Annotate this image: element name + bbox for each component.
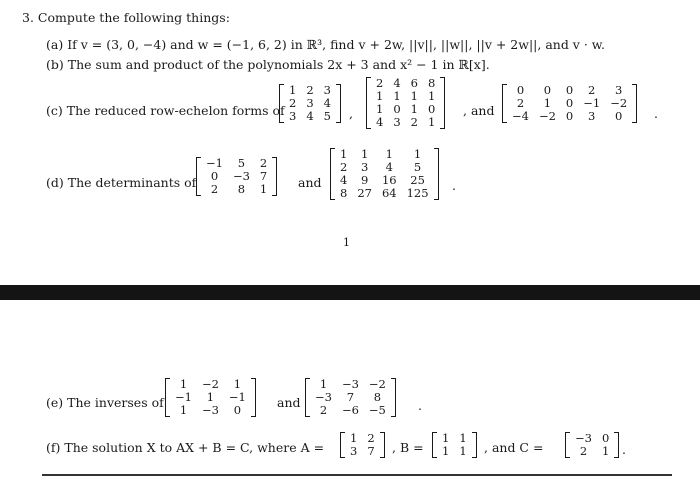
matrix-entry: −3: [341, 377, 359, 391]
matrix-entry: 0: [565, 96, 574, 110]
matrix-entry: 4: [323, 96, 331, 110]
matrix-entry: 1: [179, 403, 188, 417]
matrix-f-c: [565, 432, 619, 458]
matrix-entry: 2: [340, 160, 348, 174]
matrix-entry: −4: [512, 109, 529, 123]
matrix-entry: 3: [289, 109, 297, 123]
matrix-entry: 1: [393, 89, 401, 103]
period: .: [418, 398, 422, 413]
matrix-entry: 0: [615, 109, 623, 123]
matrix-entry: 1: [179, 377, 188, 391]
matrix-entry: 3: [350, 444, 358, 458]
part-c-text: The reduced row-echelon forms of: [66, 103, 285, 118]
matrix-grid: [310, 378, 391, 417]
matrix-entry: 0: [210, 169, 219, 183]
matrix-entry: 1: [543, 96, 552, 110]
matrix-row: [507, 110, 632, 123]
matrix-entry: −3: [575, 431, 592, 445]
part-f-b-label: , B =: [392, 440, 424, 455]
matrix-entry: 3: [306, 96, 314, 110]
matrix-grid: [437, 432, 472, 458]
matrix-entry: 4: [393, 76, 401, 90]
matrix-entry: 0: [516, 83, 525, 97]
matrix-entry: −3: [315, 390, 332, 404]
matrix-c3: [502, 84, 637, 123]
matrix-entry: 0: [601, 431, 610, 445]
matrix-right-bracket: [272, 157, 277, 196]
matrix-entry: 1: [385, 147, 393, 161]
matrix-entry: 3: [588, 109, 596, 123]
matrix-e1: [165, 378, 256, 417]
matrix-entry: 1: [206, 390, 215, 404]
matrix-row: [284, 110, 336, 123]
matrix-entry: −6: [341, 403, 359, 417]
matrix-entry: 8: [373, 390, 382, 404]
part-e-and: and: [277, 395, 301, 410]
part-e: [46, 395, 164, 410]
part-c-label: (c): [46, 103, 63, 118]
matrix-right-bracket: [391, 378, 396, 417]
matrix-entry: −2: [201, 377, 219, 391]
matrix-grid: [335, 148, 434, 200]
matrix-entry: 1: [259, 182, 268, 196]
matrix-entry: 2: [579, 444, 588, 458]
matrix-entry: 1: [410, 89, 418, 103]
matrix-entry: 2: [410, 115, 418, 129]
matrix-entry: 8: [237, 182, 246, 196]
matrix-entry: 1: [442, 444, 450, 458]
matrix-entry: 1: [350, 431, 358, 445]
matrix-entry: 7: [346, 390, 355, 404]
matrix-entry: −2: [538, 109, 556, 123]
matrix-entry: 2: [210, 182, 219, 196]
matrix-entry: 5: [413, 160, 422, 174]
matrix-entry: 2: [319, 403, 328, 417]
matrix-entry: 7: [259, 169, 268, 183]
part-f-label: (f): [46, 440, 61, 455]
matrix-entry: 0: [427, 102, 436, 116]
matrix-entry: 27: [357, 186, 372, 200]
part-f-text: The solution X to AX + B = C, where A =: [64, 440, 325, 455]
part-c: [46, 103, 285, 118]
part-a-label: (a): [46, 37, 64, 52]
part-d: [46, 175, 196, 190]
matrix-entry: 5: [323, 109, 331, 123]
part-e-text: The inverses of: [67, 395, 164, 410]
matrix-right-bracket: [336, 84, 341, 123]
bottom-rule: [42, 474, 672, 476]
part-a: [46, 37, 605, 52]
part-b-label: (b): [46, 57, 64, 72]
matrix-entry: 1: [410, 102, 418, 116]
matrix-entry: 64: [381, 186, 397, 200]
matrix-row: [570, 445, 614, 458]
matrix-entry: −1: [583, 96, 601, 110]
matrix-entry: 3: [323, 83, 331, 97]
matrix-entry: 3: [393, 115, 401, 129]
problem-title: Compute the following things:: [37, 10, 230, 25]
matrix-entry: 1: [289, 83, 297, 97]
part-f: [46, 440, 324, 455]
matrix-d2: [330, 148, 439, 200]
matrix-c1: [279, 84, 341, 123]
matrix-row: [345, 445, 380, 458]
matrix-grid: [507, 84, 632, 123]
matrix-right-bracket: [440, 77, 445, 129]
matrix-row: [335, 187, 434, 200]
page-break-band: [0, 285, 700, 300]
matrix-entry: 1: [459, 444, 467, 458]
matrix-entry: 1: [376, 102, 384, 116]
matrix-entry: 1: [442, 431, 450, 445]
matrix-entry: 0: [543, 83, 552, 97]
part-d-and: and: [298, 175, 322, 190]
matrix-entry: −2: [610, 96, 628, 110]
matrix-entry: 1: [427, 115, 436, 129]
matrix-entry: 2: [367, 431, 375, 445]
matrix-right-bracket: [251, 378, 256, 417]
matrix-entry: 7: [367, 444, 375, 458]
matrix-entry: 0: [233, 403, 242, 417]
matrix-row: [170, 404, 251, 417]
matrix-grid: [345, 432, 380, 458]
period: .: [622, 442, 626, 457]
matrix-grid: [371, 77, 440, 129]
matrix-row: [437, 445, 472, 458]
matrix-entry: 1: [319, 377, 328, 391]
matrix-f-b: [432, 432, 477, 458]
part-b: [46, 57, 490, 72]
matrix-right-bracket: [632, 84, 637, 123]
matrix-entry: 2: [376, 76, 384, 90]
matrix-grid: [284, 84, 336, 123]
page-number: 1: [343, 236, 350, 249]
part-e-label: (e): [46, 395, 64, 410]
matrix-entry: −3: [201, 403, 219, 417]
matrix-entry: 1: [376, 89, 384, 103]
part-d-label: (d): [46, 175, 64, 190]
matrix-entry: −1: [206, 156, 223, 170]
matrix-entry: 2: [516, 96, 525, 110]
matrix-entry: 1: [340, 147, 348, 161]
matrix-entry: 25: [410, 173, 425, 187]
matrix-c2: [366, 77, 445, 129]
matrix-entry: 3: [360, 160, 369, 174]
matrix-grid: [170, 378, 251, 417]
matrix-right-bracket: [614, 432, 619, 458]
matrix-right-bracket: [380, 432, 385, 458]
matrix-row: [371, 116, 440, 129]
matrix-entry: 1: [413, 147, 422, 161]
matrix-entry: 0: [565, 83, 574, 97]
matrix-row: [310, 404, 391, 417]
period: .: [452, 178, 456, 193]
part-f-c-label: , and C =: [484, 440, 544, 455]
matrix-entry: 5: [237, 156, 246, 170]
part-c-and: , and: [463, 103, 495, 118]
matrix-entry: −3: [232, 169, 250, 183]
matrix-entry: 1: [601, 444, 610, 458]
matrix-entry: −1: [175, 390, 192, 404]
matrix-entry: 9: [360, 173, 369, 187]
matrix-entry: 4: [340, 173, 348, 187]
period: .: [654, 106, 658, 121]
matrix-entry: 2: [306, 83, 314, 97]
matrix-entry: −1: [228, 390, 246, 404]
part-b-text: The sum and product of the polynomials 2x + 3 and x² − 1 in ℝ[x].: [67, 57, 490, 72]
matrix-entry: 2: [588, 83, 596, 97]
part-a-text: If v = (3, 0, −4) and w = (−1, 6, 2) in ℝ³, find v + 2w, ||v||, ||w||, ||v + 2w||, and v · w.: [67, 37, 605, 52]
matrix-grid: [570, 432, 614, 458]
matrix-entry: 2: [289, 96, 297, 110]
problem-heading: [22, 10, 230, 25]
matrix-entry: 1: [360, 147, 369, 161]
matrix-right-bracket: [472, 432, 477, 458]
matrix-entry: 0: [393, 102, 401, 116]
matrix-entry: 125: [406, 186, 429, 200]
matrix-entry: 6: [410, 76, 418, 90]
matrix-entry: 1: [427, 89, 436, 103]
matrix-entry: 1: [233, 377, 242, 391]
comma-separator: ,: [349, 106, 353, 121]
matrix-entry: 4: [376, 115, 384, 129]
matrix-entry: 16: [381, 173, 397, 187]
matrix-entry: 3: [615, 83, 623, 97]
matrix-entry: 8: [340, 186, 348, 200]
matrix-entry: −5: [368, 403, 386, 417]
matrix-entry: 4: [385, 160, 393, 174]
matrix-f-a: [340, 432, 385, 458]
matrix-entry: 0: [565, 109, 574, 123]
matrix-entry: 2: [259, 156, 268, 170]
problem-number: 3.: [22, 10, 34, 25]
matrix-entry: 4: [306, 109, 314, 123]
matrix-grid: [201, 157, 272, 196]
matrix-entry: 1: [459, 431, 467, 445]
matrix-row: [201, 183, 272, 196]
matrix-entry: 8: [427, 76, 436, 90]
matrix-d1: [196, 157, 277, 196]
matrix-entry: −2: [368, 377, 386, 391]
matrix-e2: [305, 378, 396, 417]
matrix-right-bracket: [434, 148, 439, 200]
part-d-text: The determinants of: [67, 175, 197, 190]
